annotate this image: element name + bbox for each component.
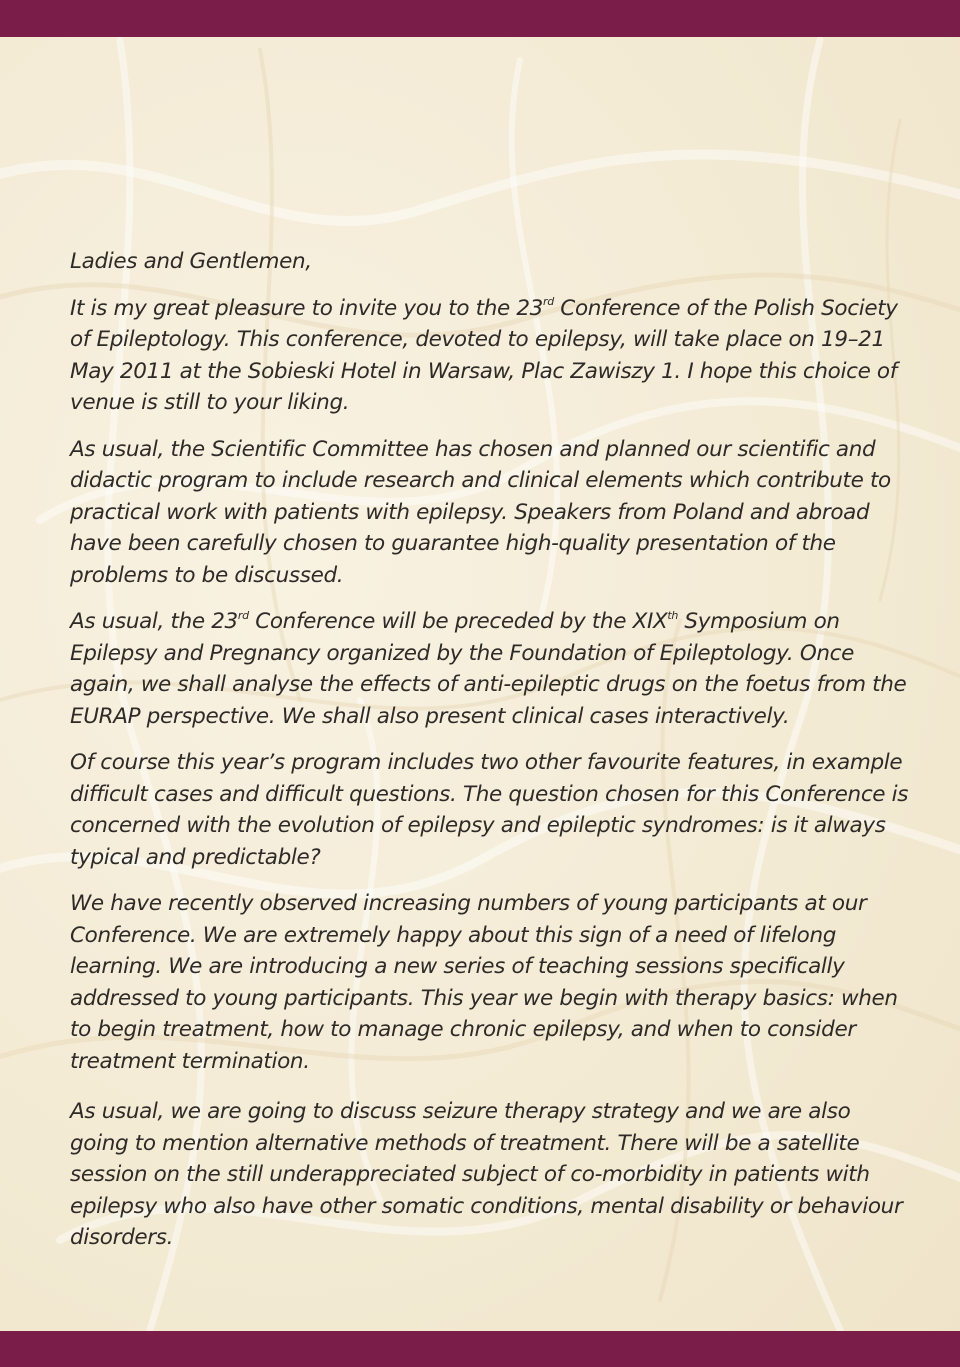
- superscript-rd: rd: [237, 608, 249, 622]
- paragraph-young-participants: We have recently observed increasing numbers of young participants at our Conference. We are extremely happy about this sign of a need of lifelong learning. We are introducing a new series of teaching sessions specifically addressed to young participants. This year we begin with therapy basics: when to begin treatment, how to manage chronic epilepsy, and when to consider treatment termination.: [70, 891, 898, 1074]
- paragraph-symposium-text-1: As usual, the 23: [70, 609, 238, 634]
- paragraph-invitation: [70, 293, 910, 419]
- superscript-th: th: [667, 608, 678, 622]
- paragraph-scientific-program: As usual, the Scientific Committee has chosen and planned our scientific and didactic program to include research and clinical elements which contribute to practical work with patients with epilepsy. Speakers from Poland and abroad have been carefully chosen to guarantee high-quality presentation of the problems to be discussed.: [70, 436, 891, 588]
- paragraph-invitation-text-2: Conference of the Polish Society of Epileptology. This conference, devoted to epilepsy, will take place on 19–21 May 2011 at the Sobieski Hotel in Warsaw, Plac Zawiszy 1. I hope this choice of venue is still to your liking.: [70, 295, 898, 415]
- paragraph-features: Of course this year’s program includes two other favourite features, in example difficult cases and difficult questions. The question chosen for this Conference is concerned with the evolution of epilepsy and epileptic syndromes: is it always typical and predictable?: [70, 750, 909, 870]
- letter-body: [70, 246, 910, 1269]
- greeting: Ladies and Gentlemen,: [70, 249, 312, 274]
- paragraph-invitation-text-1: It is my great pleasure to invite you to the 23: [70, 295, 544, 321]
- bottom-band: [0, 1331, 960, 1367]
- paragraph-symposium-text-3: Symposium on Epilepsy and Pregnancy organized by the Foundation of Epileptology. Once again, we shall analyse the effects of anti-epileptic drugs on the foetus from the EURAP perspective. We shall also present clinical cases interactively.: [70, 609, 907, 729]
- paragraph-symposium: [70, 606, 910, 732]
- top-band: [0, 0, 960, 37]
- paragraph-therapy-strategy: As usual, we are going to discuss seizure therapy strategy and we are also going to mention alternative methods of treatment. There will be a satellite session on the still underappreciated subject of co-morbidity in patients with epilepsy who also have other somatic conditions, mental disability or behaviour disorders.: [70, 1099, 903, 1250]
- superscript-rd: rd: [543, 295, 554, 309]
- paragraph-symposium-text-2: Conference will be preceded by the XIX: [248, 609, 668, 634]
